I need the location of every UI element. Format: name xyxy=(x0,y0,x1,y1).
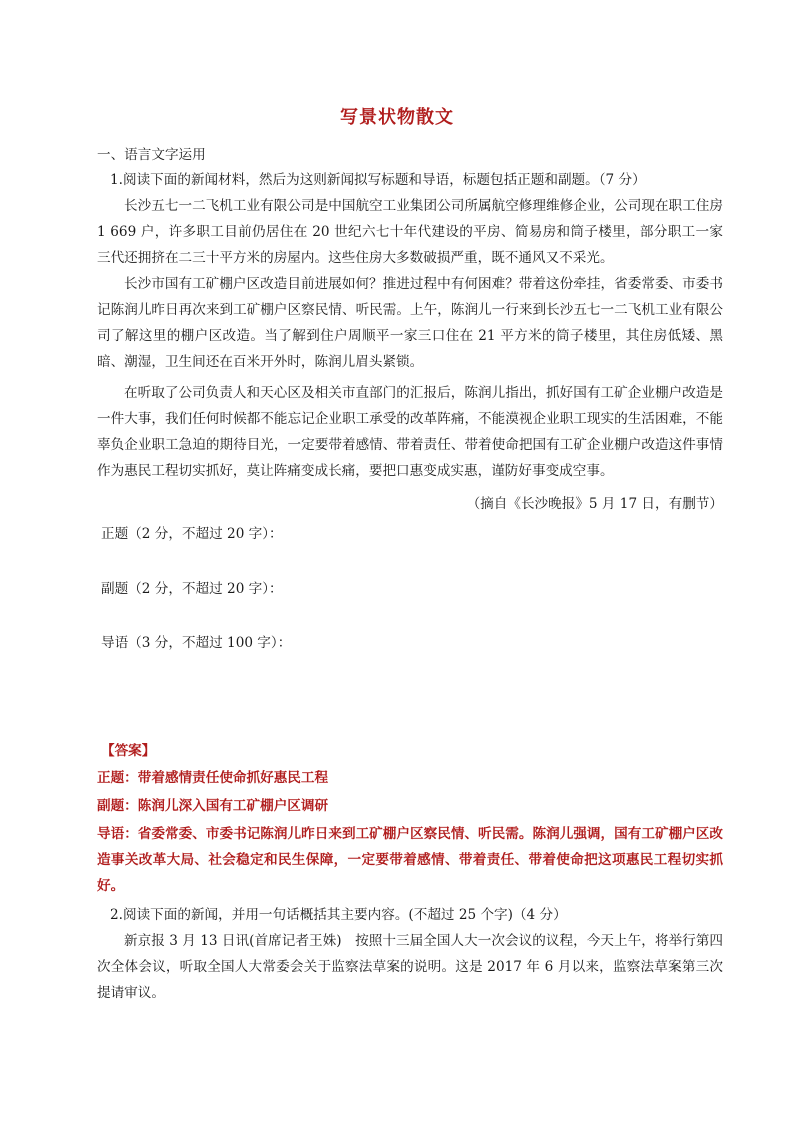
question-1-prompt: 1.阅读下面的新闻材料，然后为这则新闻拟写标题和导语，标题包括正题和副题。（7 分） xyxy=(110,172,646,188)
news-paragraph-3: 在听取了公司负责人和天心区及相关市直部门的汇报后，陈润儿指出，抓好国有工矿企业棚户改造是一件大事，我们任何时候都不能忘记企业职工承受的改革阵痛，不能漠视企业职工现实的生活困难，不能辜负企业职工急迫的期待目光，一定要带着感情、带着责任、带着使命把国有工矿企业棚户改造这件事情作为惠民工程切实抓好，莫让阵痛变成长痛，要把口惠变成实惠，谨防好事变成空事。 xyxy=(97,385,723,479)
answer-main-title: 正题：带着感情责任使命抓好惠民工程 xyxy=(97,770,329,786)
news-2-paragraph: 新京报 3 月 13 日讯(首席记者王姝) 按照十三届全国人大一次会议的议程，今天上午，将举行第四次全体会议，听取全国人大常委会关于监察法草案的说明。这是 2017 年 6 月以来，监察法草案第三次提请审议。 xyxy=(97,933,723,1001)
news-source: （摘自《长沙晚报》5 月 17 日，有删节） xyxy=(466,496,723,512)
sub-title-label: 副题（2 分，不超过 20 字）： xyxy=(101,581,283,597)
page-title: 写景状物散文 xyxy=(340,107,454,128)
answer-lead: 导语：省委常委、市委书记陈润儿昨日来到工矿棚户区察民情、听民需。陈润儿强调，国有工矿棚户区改造事关改革大局、社会稳定和民生保障，一定要带着感情、带着责任、带着使命把这项惠民工程切实抓好。 xyxy=(97,826,723,894)
news-paragraph-1: 长沙五七一二飞机工业有限公司是中国航空工业集团公司所属航空修理维修企业，公司现在职工住房 1 669 户，许多职工目前仍居住在 20 世纪六七十年代建设的平房、简易房和筒子楼里，部分职工一家三代还拥挤在二三十平方米的房屋内。这些住房大多数破损严重，既不通风又不采光。 xyxy=(97,198,723,266)
answer-sub-title: 副题：陈润儿深入国有工矿棚户区调研 xyxy=(97,798,329,814)
main-title-label: 正题（2 分，不超过 20 字）： xyxy=(101,526,283,542)
lead-label: 导语（3 分，不超过 100 字）： xyxy=(101,635,292,651)
section-heading: 一、语言文字运用 xyxy=(97,147,206,163)
answer-tag: 【答案】 xyxy=(101,743,156,759)
question-2-prompt: 2.阅读下面的新闻，并用一句话概括其主要内容。(不超过 25 个字)（4 分） xyxy=(110,907,567,923)
news-paragraph-2: 长沙市国有工矿棚户区改造目前进展如何？推进过程中有何困难？带着这份牵挂，省委常委、市委书记陈润儿昨日再次来到工矿棚户区察民情、听民需。上午，陈润儿一行来到长沙五七一二飞机工业有限公司了解这里的棚户区改造。当了解到住户周顺平一家三口住在 21 平方米的筒子楼里，其住房低矮、黑暗、潮湿，卫生间还在百米开外时，陈润儿眉头紧锁。 xyxy=(97,276,723,370)
